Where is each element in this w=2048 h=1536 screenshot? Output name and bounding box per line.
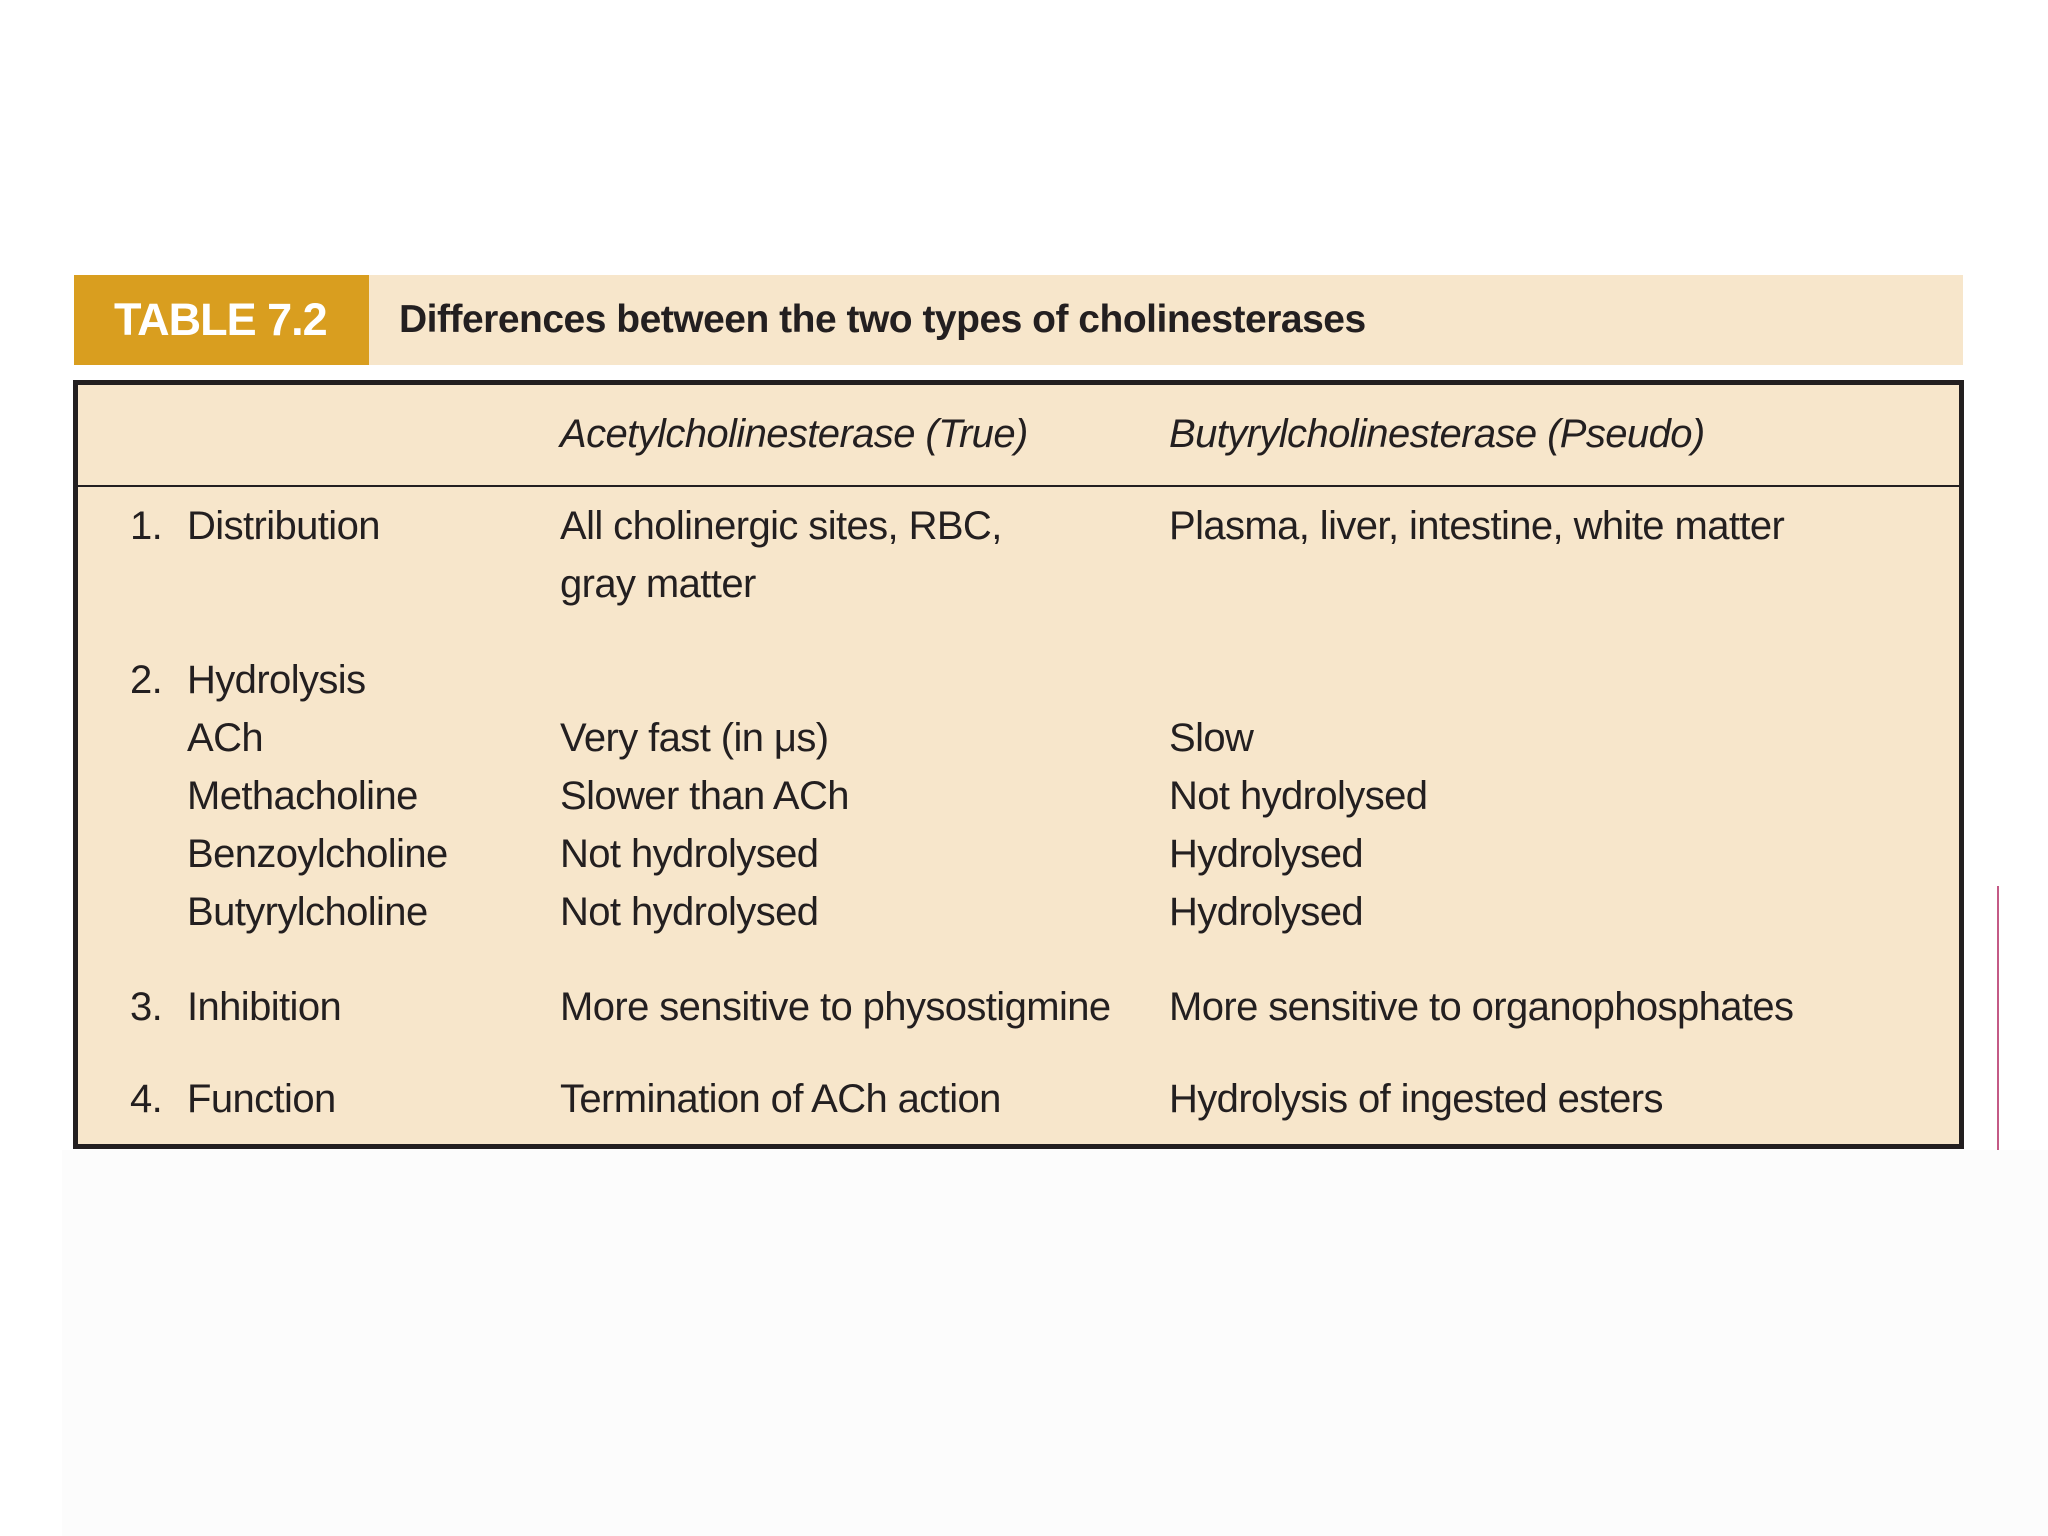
cell-true: Very fast (in μs)	[560, 716, 829, 760]
row-property: Benzoylcholine	[187, 832, 448, 876]
cell-pseudo: More sensitive to organophosphates	[1169, 985, 1794, 1029]
cell-true: More sensitive to physostigmine	[560, 985, 1111, 1029]
column-header-acetylcholinesterase: Acetylcholinesterase (True)	[560, 412, 1028, 456]
column-header-row	[78, 385, 1959, 487]
cell-pseudo: Hydrolysed	[1169, 832, 1364, 876]
cell-true: Termination of ACh action	[560, 1077, 1001, 1121]
accent-line	[1997, 886, 1999, 1150]
table	[73, 380, 1964, 1149]
cell-true: All cholinergic sites, RBC,	[560, 504, 1002, 548]
cell-pseudo: Not hydrolysed	[1169, 774, 1428, 818]
row-number: 1.	[130, 504, 163, 548]
row-property: Hydrolysis	[187, 658, 366, 702]
row-property: Distribution	[187, 504, 380, 548]
row-number: 3.	[130, 985, 163, 1029]
cell-pseudo: Plasma, liver, intestine, white matter	[1169, 504, 1785, 548]
cell-true: Not hydrolysed	[560, 832, 819, 876]
table-caption: Differences between the two types of cholinesterases	[399, 298, 1366, 341]
table-header	[74, 275, 1963, 365]
cell-pseudo: Hydrolysed	[1169, 890, 1364, 934]
cell-true: Not hydrolysed	[560, 890, 819, 934]
column-header-butyrylcholinesterase: Butyrylcholinesterase (Pseudo)	[1169, 412, 1705, 456]
row-property: Methacholine	[187, 774, 418, 818]
row-property: Butyrylcholine	[187, 890, 428, 934]
row-number: 2.	[130, 658, 163, 702]
row-number: 4.	[130, 1077, 163, 1121]
lower-panel	[62, 1150, 2048, 1536]
cell-pseudo: Slow	[1169, 716, 1254, 760]
table-label: TABLE 7.2	[74, 275, 369, 365]
row-property: Function	[187, 1077, 336, 1121]
cell-true: gray matter	[560, 562, 756, 606]
row-property: ACh	[187, 716, 264, 760]
row-property: Inhibition	[187, 985, 342, 1029]
cell-pseudo: Hydrolysis of ingested esters	[1169, 1077, 1663, 1121]
cell-true: Slower than ACh	[560, 774, 849, 818]
